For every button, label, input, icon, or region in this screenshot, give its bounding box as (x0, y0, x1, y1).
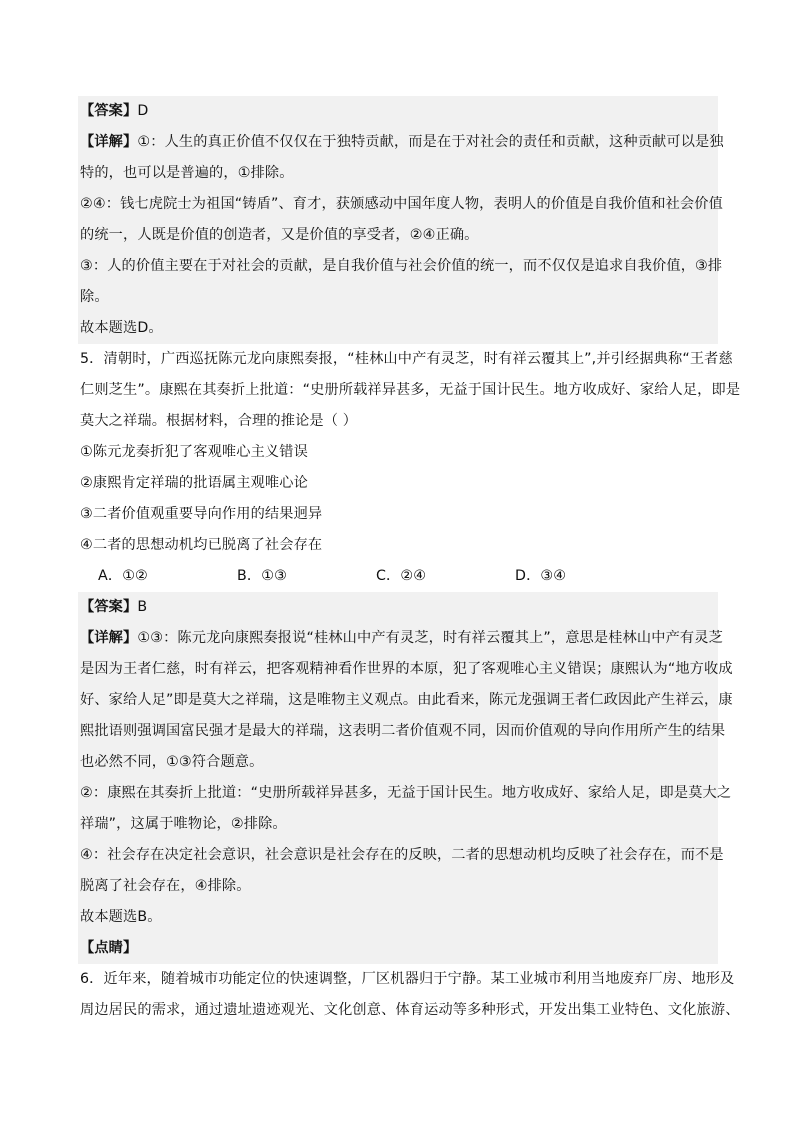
question-5-item: ①陈元龙奏折犯了客观唯心主义错误 (80, 444, 308, 460)
question-5-item: ④二者的思想动机均已脱离了社会存在 (80, 537, 323, 553)
answer-label: 【答案】 (80, 103, 138, 119)
explanation-text: ①：人生的真正价值不仅仅在于独特贡献，而是在于对社会的责任和贡献，这种贡献可以是独 (137, 134, 724, 150)
tip-label: 【点睛】 (80, 940, 138, 956)
explanation-line (78, 623, 723, 654)
question-5-stem: 莫大之祥瑞。根据材料，合理的推论是（ ） (80, 413, 358, 429)
explanation-line: 是因为王者仁慈，时有祥云，把客观精神看作世界的本原，犯了客观唯心主义错误；康熙认为“地方收成 (78, 654, 718, 685)
explanation-line: 的统一，人既是价值的创造者，又是价值的享受者，②④正确。 (78, 220, 718, 251)
option-a: A．①② (98, 568, 148, 584)
question-5-item: ②康熙肯定祥瑞的批语属主观唯心论 (80, 475, 308, 491)
explanation-line: 特的，也可以是普遍的，①排除。 (78, 158, 718, 189)
option-d: D．③④ (515, 568, 567, 584)
question-6-stem: 周边居民的需求，通过遗址遗迹观光、文化创意、体育运动等多种形式，开发出集工业特色、文化旅游、 (80, 1002, 740, 1018)
question-5-stem: 仁则芝生”。康熙在其奏折上批道：“史册所载祥异甚多，无益于国计民生。地方收成好、家给人足，即是 (80, 382, 741, 398)
conclusion-line: 故本题选D。 (78, 313, 718, 344)
explanation-line: ②④：钱七虎院士为祖国“铸盾”、育才，获颁感动中国年度人物，表明人的价值是自我价值和社会价值 (78, 189, 718, 220)
answer-line (78, 96, 718, 127)
explanation-line: ②：康熙在其奏折上批道：“史册所载祥异甚多，无益于国计民生。地方收成好、家给人足，即是莫大之 (78, 778, 718, 809)
question-6-stem: 6．近年来，随着城市功能定位的快速调整，厂区机器归于宁静。某工业城市利用当地废弃厂房、地形及 (80, 971, 735, 987)
explanation-line: ③：人的价值主要在于对社会的贡献，是自我价值与社会价值的统一，而不仅仅是追求自我价值，③排 (78, 251, 718, 282)
answer-value: B (137, 599, 148, 615)
tip-line (78, 933, 718, 964)
explanation-line: 除。 (78, 282, 718, 313)
explanation-line: 也必然不同，①③符合题意。 (78, 747, 718, 778)
explanation-line: 好、家给人足”即是莫大之祥瑞，这是唯物主义观点。由此看来，陈元龙强调王者仁政因此产生祥云，康 (78, 685, 718, 716)
answer-value: D (137, 103, 149, 119)
option-c: C．②④ (376, 568, 427, 584)
explanation-text: ①③：陈元龙向康熙奏报说“桂林山中产有灵芝，时有祥云覆其上”，意思是桂林山中产有灵芝 (137, 630, 723, 646)
question-5-stem: 5．清朝时，广西巡抚陈元龙向康熙奏报，“桂林山中产有灵芝，时有祥云覆其上”,并引经据典称“王者慈 (80, 351, 733, 367)
explanation-line: 祥瑞”，这属于唯物论，②排除。 (78, 809, 718, 840)
explanation-label: 【详解】 (80, 134, 138, 150)
conclusion-line: 故本题选B。 (78, 902, 718, 933)
option-b: B．①③ (237, 568, 287, 584)
question-5-item: ③二者价值观重要导向作用的结果迥异 (80, 506, 323, 522)
explanation-line (78, 127, 724, 158)
answer-label: 【答案】 (80, 599, 138, 615)
explanation-line: 熙批语则强调国富民强才是最大的祥瑞，这表明二者价值观不同，因而价值观的导向作用所产生的结果 (78, 716, 718, 747)
explanation-label: 【详解】 (80, 630, 138, 646)
answer-line (78, 592, 718, 623)
question-5-options (78, 561, 718, 592)
explanation-line: ④：社会存在决定社会意识，社会意识是社会存在的反映，二者的思想动机均反映了社会存在，而不是 (78, 840, 718, 871)
explanation-line: 脱离了社会存在，④排除。 (78, 871, 718, 902)
document-content (78, 96, 741, 1026)
